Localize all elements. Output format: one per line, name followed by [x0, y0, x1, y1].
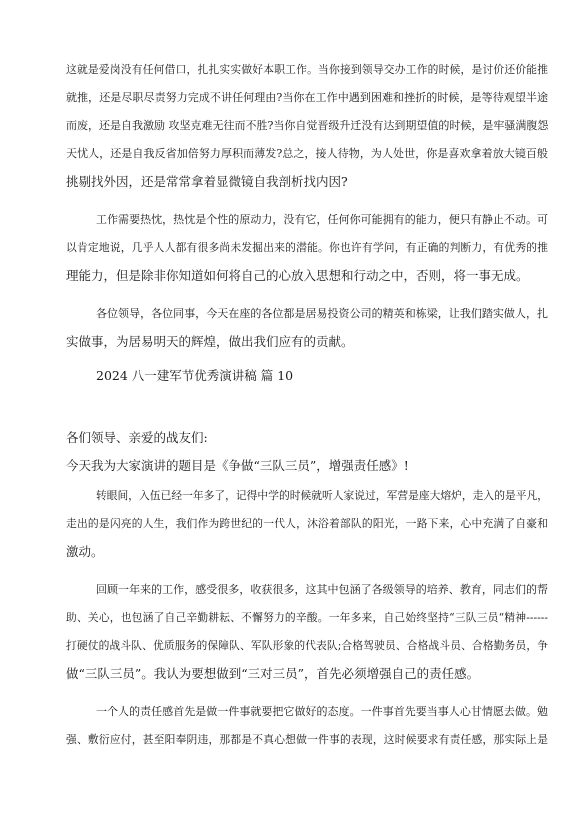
text-line: 实做事，为居易明天的辉煌，做出我们应有的贡献。: [66, 334, 354, 349]
text-line: 助、关心，也包涵了自己辛勤耕耘、不懈努力的辛酸。一年多来，自己始终坚持“三队三员“精神------: [66, 611, 548, 624]
text-line: 强、敷衍应付，甚至阳奉阴违，那都是不真心想做一件事的表现，这时候要求有责任感，那实际上是: [66, 733, 548, 746]
text-line: 以肯定地说，几乎人人都有很多尚未发掘出来的潜能。你也许有学问，有正确的判断力，有优秀的推: [66, 241, 548, 254]
text-line: 天忧人，还是自我反省加倍努力厚积而薄发?总之，接人待物，为人处世，你是喜欢拿着放大镜百般: [66, 147, 548, 160]
text-line: 理能力，但是除非你知道如何将自己的心放入思想和行动之中，否则，将一事无成。: [66, 268, 529, 283]
text-line: 各们领导、亲爱的战友们:: [66, 430, 208, 445]
text-line: 回顾一年来的工作，感受很多，收获很多，这其中包涵了各级领导的培养、教育，同志们的帮: [96, 583, 548, 596]
text-line: 这就是爱岗没有任何借口，扎扎实实做好本职工作。当你接到领导交办工作的时候，是讨价还价能推: [66, 63, 548, 76]
text-line: 就推，还是尽职尽责努力完成不讲任何理由?当你在工作中遇到困难和挫折的时候，是等待观望半途: [66, 91, 548, 104]
text-line: 激动。: [66, 544, 104, 559]
text-line: 走出的是闪亮的人生，我们作为跨世纪的一代人，沐浴着部队的阳光，一路下来，心中充满了自豪和: [66, 517, 548, 530]
text-line: 打硬仗的战斗队、优质服务的保障队、军队形象的代表队;合格驾驶员、合格战斗员、合格勤务员，争: [66, 639, 548, 652]
text-line: 挑剔找外因，还是常常拿着显微镜自我剖析找内因?: [66, 174, 348, 189]
text-line: 工作需要热忱，热忱是个性的原动力，没有它，任何你可能拥有的能力，便只有静止不动。可: [96, 213, 548, 226]
text-line: 各位领导，各位同事，今天在座的各位都是居易投资公司的精英和栋梁，让我们踏实做人，扎: [96, 307, 548, 320]
text-line: 转眼间，入伍已经一年多了，记得中学的时候就听人家说过，军营是座大熔炉，走入的是平凡，: [96, 489, 548, 502]
text-line: 今天我为大家演讲的题目是《争做“三队三员”，增强责任感》!: [66, 458, 409, 473]
section-heading: 2024 八一建军节优秀演讲稿 篇 10: [96, 368, 294, 383]
text-line: 做“三队三员”。我认为要想做到“三对三员”，首先必须增强自己的责任感。: [66, 666, 480, 681]
text-line: 一个人的责任感首先是做一件事就要把它做好的态度。一件事首先要当事人心甘情愿去做。勉: [96, 705, 548, 718]
text-line: 而废，还是自我激励 攻坚克难无往而不胜?当你自觉晋级升迁没有达到期望值的时候，是牢骚满腹怨: [66, 119, 548, 132]
